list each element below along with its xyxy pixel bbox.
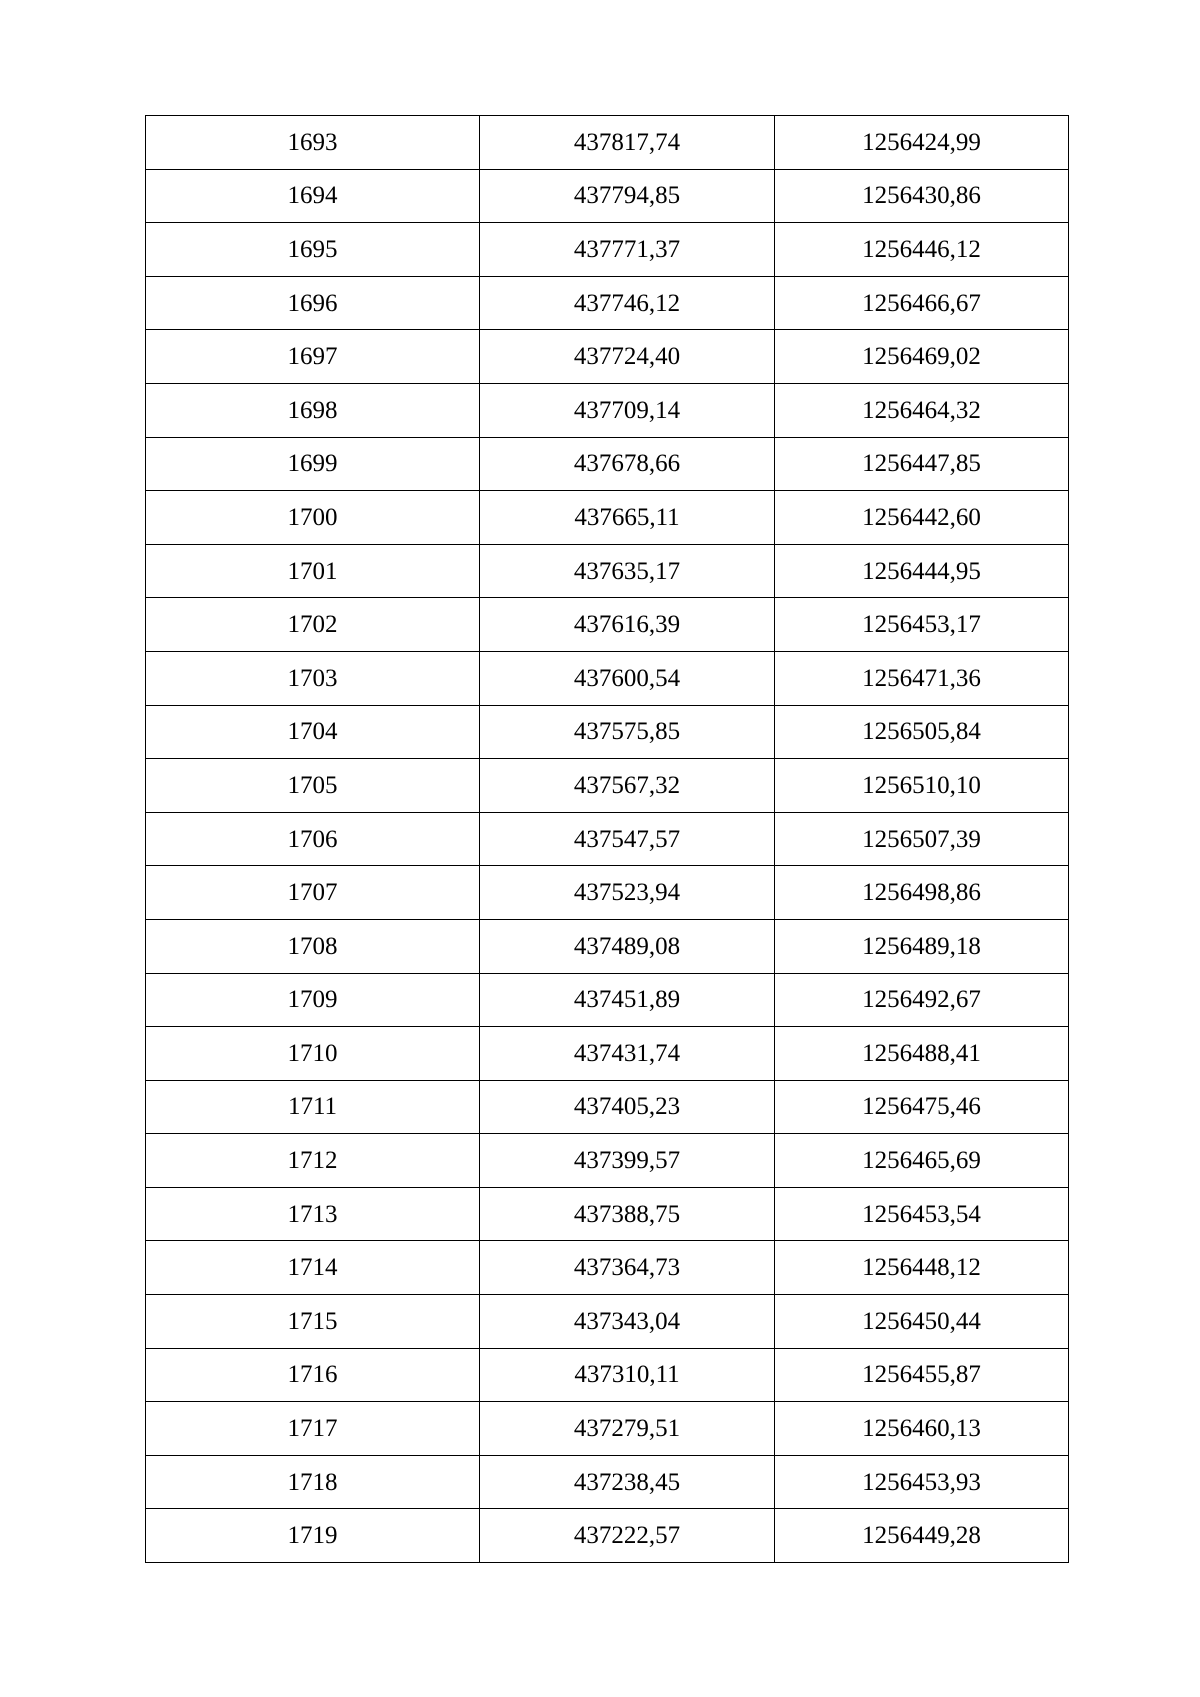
- point-number-cell: 1718: [146, 1455, 480, 1509]
- point-number-cell: 1706: [146, 812, 480, 866]
- y-coordinate-cell: 1256466,67: [775, 276, 1069, 330]
- x-coordinate-cell: 437547,57: [480, 812, 775, 866]
- table-row: [146, 276, 1069, 330]
- table-row: [146, 169, 1069, 223]
- x-coordinate-cell: 437635,17: [480, 544, 775, 598]
- x-coordinate-cell: 437405,23: [480, 1080, 775, 1134]
- table-row: [146, 598, 1069, 652]
- x-coordinate-cell: 437388,75: [480, 1187, 775, 1241]
- y-coordinate-cell: 1256448,12: [775, 1241, 1069, 1295]
- point-number-cell: 1714: [146, 1241, 480, 1295]
- point-number-cell: 1694: [146, 169, 480, 223]
- point-number-cell: 1707: [146, 866, 480, 920]
- point-number-cell: 1719: [146, 1509, 480, 1563]
- x-coordinate-cell: 437794,85: [480, 169, 775, 223]
- table-row: [146, 866, 1069, 920]
- point-number-cell: 1710: [146, 1027, 480, 1081]
- y-coordinate-cell: 1256488,41: [775, 1027, 1069, 1081]
- point-number-cell: 1697: [146, 330, 480, 384]
- point-number-cell: 1708: [146, 919, 480, 973]
- x-coordinate-cell: 437238,45: [480, 1455, 775, 1509]
- y-coordinate-cell: 1256475,46: [775, 1080, 1069, 1134]
- table-row: [146, 1027, 1069, 1081]
- table-row: [146, 651, 1069, 705]
- x-coordinate-cell: 437279,51: [480, 1402, 775, 1456]
- point-number-cell: 1693: [146, 116, 480, 170]
- y-coordinate-cell: 1256505,84: [775, 705, 1069, 759]
- y-coordinate-cell: 1256455,87: [775, 1348, 1069, 1402]
- y-coordinate-cell: 1256453,93: [775, 1455, 1069, 1509]
- x-coordinate-cell: 437616,39: [480, 598, 775, 652]
- table-row: [146, 1348, 1069, 1402]
- y-coordinate-cell: 1256444,95: [775, 544, 1069, 598]
- table-row: [146, 759, 1069, 813]
- y-coordinate-cell: 1256447,85: [775, 437, 1069, 491]
- coordinates-table-body: [146, 116, 1069, 1563]
- table-row: [146, 491, 1069, 545]
- table-row: [146, 1134, 1069, 1188]
- table-row: [146, 919, 1069, 973]
- table-row: [146, 437, 1069, 491]
- y-coordinate-cell: 1256471,36: [775, 651, 1069, 705]
- point-number-cell: 1715: [146, 1295, 480, 1349]
- x-coordinate-cell: 437567,32: [480, 759, 775, 813]
- table-row: [146, 973, 1069, 1027]
- y-coordinate-cell: 1256460,13: [775, 1402, 1069, 1456]
- point-number-cell: 1699: [146, 437, 480, 491]
- x-coordinate-cell: 437310,11: [480, 1348, 775, 1402]
- point-number-cell: 1695: [146, 223, 480, 277]
- point-number-cell: 1698: [146, 383, 480, 437]
- point-number-cell: 1703: [146, 651, 480, 705]
- y-coordinate-cell: 1256430,86: [775, 169, 1069, 223]
- point-number-cell: 1702: [146, 598, 480, 652]
- x-coordinate-cell: 437222,57: [480, 1509, 775, 1563]
- point-number-cell: 1704: [146, 705, 480, 759]
- x-coordinate-cell: 437746,12: [480, 276, 775, 330]
- point-number-cell: 1711: [146, 1080, 480, 1134]
- x-coordinate-cell: 437665,11: [480, 491, 775, 545]
- x-coordinate-cell: 437709,14: [480, 383, 775, 437]
- table-row: [146, 383, 1069, 437]
- x-coordinate-cell: 437489,08: [480, 919, 775, 973]
- y-coordinate-cell: 1256492,67: [775, 973, 1069, 1027]
- y-coordinate-cell: 1256489,18: [775, 919, 1069, 973]
- y-coordinate-cell: 1256450,44: [775, 1295, 1069, 1349]
- table-row: [146, 1187, 1069, 1241]
- point-number-cell: 1713: [146, 1187, 480, 1241]
- x-coordinate-cell: 437399,57: [480, 1134, 775, 1188]
- point-number-cell: 1717: [146, 1402, 480, 1456]
- coordinates-table: [145, 115, 1069, 1563]
- y-coordinate-cell: 1256424,99: [775, 116, 1069, 170]
- x-coordinate-cell: 437431,74: [480, 1027, 775, 1081]
- point-number-cell: 1696: [146, 276, 480, 330]
- x-coordinate-cell: 437724,40: [480, 330, 775, 384]
- y-coordinate-cell: 1256498,86: [775, 866, 1069, 920]
- table-row: [146, 705, 1069, 759]
- table-row: [146, 116, 1069, 170]
- point-number-cell: 1716: [146, 1348, 480, 1402]
- table-row: [146, 1080, 1069, 1134]
- point-number-cell: 1701: [146, 544, 480, 598]
- x-coordinate-cell: 437678,66: [480, 437, 775, 491]
- x-coordinate-cell: 437575,85: [480, 705, 775, 759]
- y-coordinate-cell: 1256446,12: [775, 223, 1069, 277]
- x-coordinate-cell: 437343,04: [480, 1295, 775, 1349]
- table-row: [146, 1295, 1069, 1349]
- point-number-cell: 1705: [146, 759, 480, 813]
- point-number-cell: 1709: [146, 973, 480, 1027]
- table-row: [146, 812, 1069, 866]
- table-row: [146, 1402, 1069, 1456]
- y-coordinate-cell: 1256442,60: [775, 491, 1069, 545]
- table-row: [146, 1509, 1069, 1563]
- x-coordinate-cell: 437771,37: [480, 223, 775, 277]
- x-coordinate-cell: 437451,89: [480, 973, 775, 1027]
- x-coordinate-cell: 437817,74: [480, 116, 775, 170]
- point-number-cell: 1700: [146, 491, 480, 545]
- table-row: [146, 1455, 1069, 1509]
- y-coordinate-cell: 1256453,17: [775, 598, 1069, 652]
- y-coordinate-cell: 1256507,39: [775, 812, 1069, 866]
- table-row: [146, 544, 1069, 598]
- y-coordinate-cell: 1256453,54: [775, 1187, 1069, 1241]
- x-coordinate-cell: 437364,73: [480, 1241, 775, 1295]
- table-row: [146, 223, 1069, 277]
- x-coordinate-cell: 437523,94: [480, 866, 775, 920]
- table-row: [146, 1241, 1069, 1295]
- y-coordinate-cell: 1256510,10: [775, 759, 1069, 813]
- x-coordinate-cell: 437600,54: [480, 651, 775, 705]
- y-coordinate-cell: 1256469,02: [775, 330, 1069, 384]
- point-number-cell: 1712: [146, 1134, 480, 1188]
- y-coordinate-cell: 1256464,32: [775, 383, 1069, 437]
- y-coordinate-cell: 1256449,28: [775, 1509, 1069, 1563]
- y-coordinate-cell: 1256465,69: [775, 1134, 1069, 1188]
- table-row: [146, 330, 1069, 384]
